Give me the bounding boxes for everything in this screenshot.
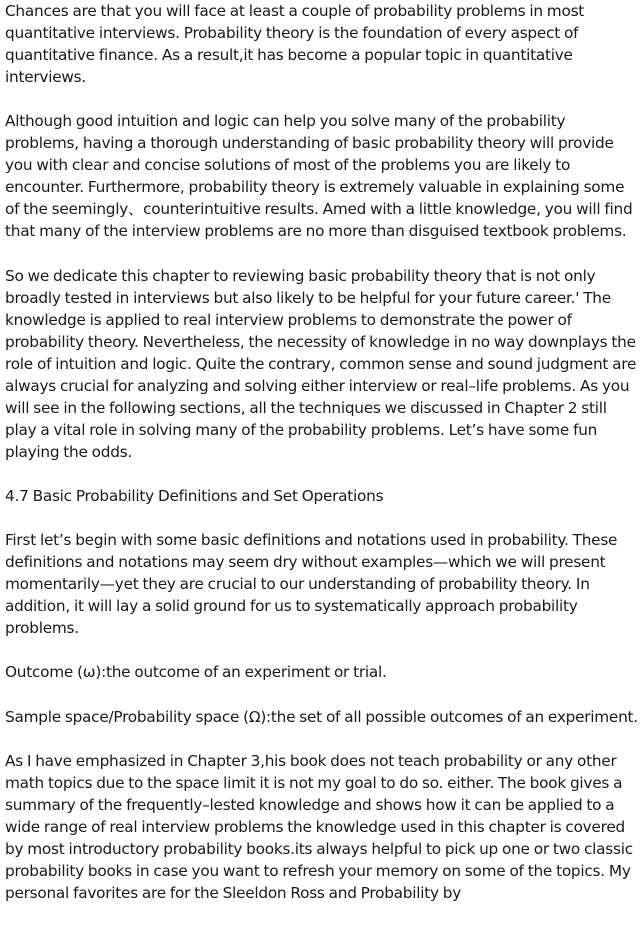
- chapter-dedication-paragraph: So we dedicate this chapter to reviewing basic probability theory that is not only broadly tested in interviews but also likely to be helpful for your future career.' The knowledge is applied to real interview problems to demonstrate the power of probability theory. Nevertheless, the necessity of knowledge in no way downplays the role of intuition and logic. Quite the contrary, common sense and sound judgment are always crucial for analyzing and solving either interview or real–life problems. As you will see in the following sections, all the techniques we discussed in Chapter 2 still play a vital role in solving many of the probability problems. Let’s have some fun playing the odds.: [5, 266, 637, 461]
- intuition-paragraph: Although good intuition and logic can help you solve many of the probability problems, having a thorough understanding of basic probability theory will provide you with clear and concise solutions of most of the problems you are likely to encounter. Furthermore, probability theory is extremely valuable in explaining some of the seemingly、counterintuitive results. Amed with a little knowledge, you will find that many of the interview problems are no more than disguised textbook problems.: [5, 112, 633, 241]
- sample-space-definition: Sample space/Probability space (Ω):the set of all possible outcomes of an experiment.: [5, 707, 638, 726]
- book-note-paragraph: As I have emphasized in Chapter 3,his book does not teach probability or any other math topics due to the space limit it is not my goal to do so. either. The book gives a summary of the frequently–lested knowledge and shows how it can be applied to a wide range of real interview problems the knowledge used in this chapter is covered by most introductory probability books.its always helpful to pick up one or two classic probability books in case you want to refresh your memory on some of the topics. My personal favorites are for the Sleeldon Ross and Probability by: [5, 751, 633, 902]
- outcome-definition: Outcome (ω):the outcome of an experiment or trial.: [5, 663, 387, 682]
- section-heading: 4.7 Basic Probability Definitions and Set Operations: [5, 487, 384, 506]
- intro-paragraph: Chances are that you will face at least a couple of probability problems in most quantitative interviews. Probability theory is the foundation of every aspect of quantitative finance. As a result,it has become a popular topic in quantitative interviews.: [5, 2, 585, 87]
- document-page: [5, 0, 638, 926]
- definitions-paragraph: First let’s begin with some basic definitions and notations used in probability. These definitions and notations may seem dry without examples—which we will present momentarily—yet they are crucial to our understanding of probability theory. In addition, it will lay a solid ground for us to systematically approach probability problems.: [5, 531, 618, 638]
